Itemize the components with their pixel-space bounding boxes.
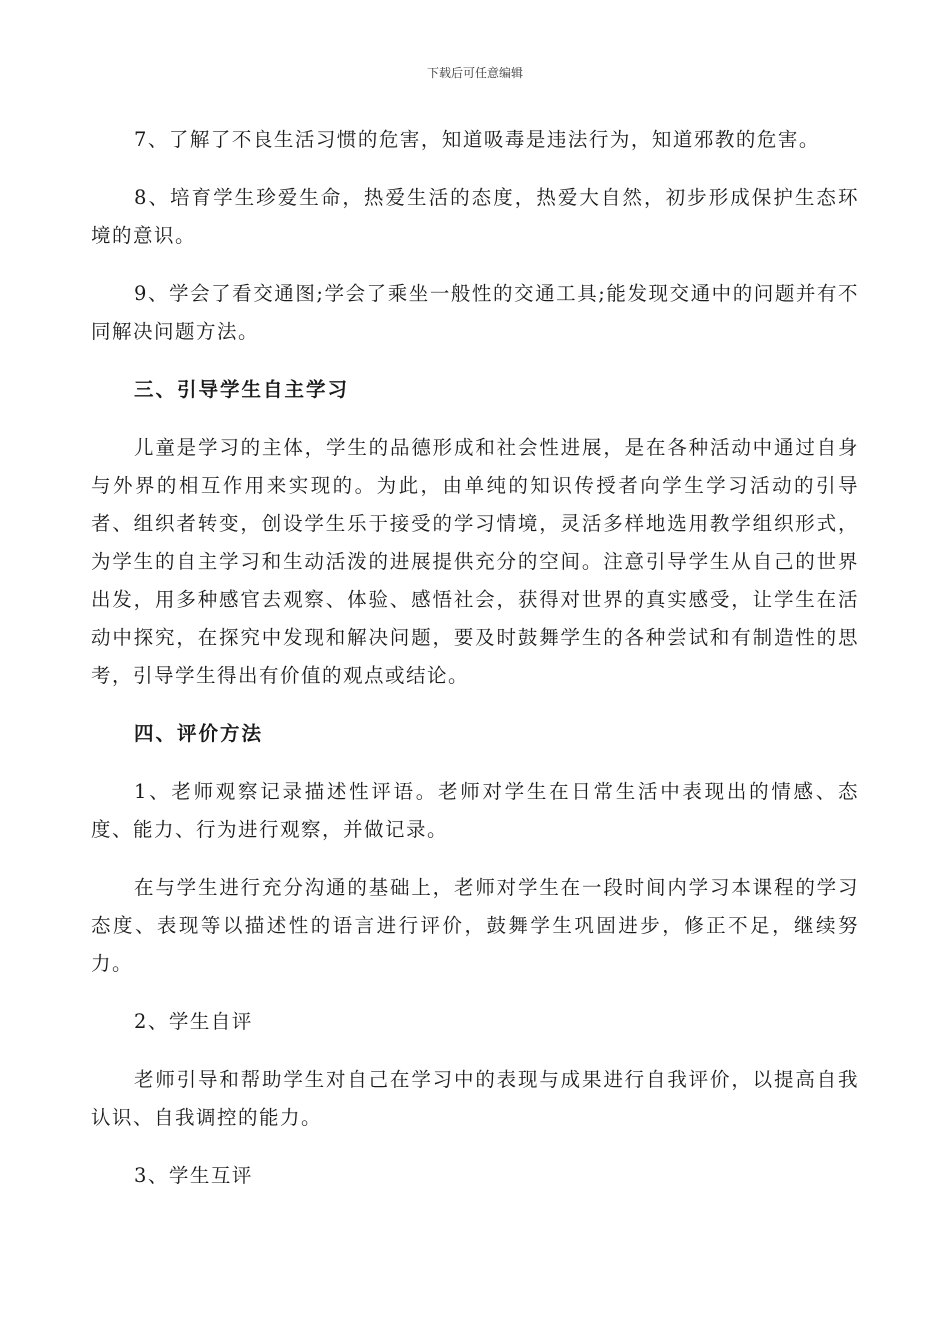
list-item-8: 8、培育学生珍爱生命，热爱生活的态度，热爱大自然，初步形成保护生态环境的意识。: [91, 186, 859, 247]
evaluation-item-1: 1、老师观察记录描述性评语。老师对学生在日常生活中表现出的情感、态度、能力、行为进行观察，并做记录。: [91, 780, 859, 841]
section-heading-4: 四、评价方法: [134, 722, 264, 745]
page-header: 下载后可任意编辑: [426, 66, 523, 80]
section-heading-3: 三、引导学生自主学习: [134, 378, 350, 401]
list-item-9: 9、学会了看交通图;学会了乘坐一般性的交通工具;能发现交通中的问题并有不同解决问题方法。: [91, 282, 859, 343]
evaluation-item-1-detail: 在与学生进行充分沟通的基础上，老师对学生在一段时间内学习本课程的学习态度、表现等以描述性的语言进行评价，鼓舞学生巩固进步，修正不足，继续努力。: [91, 876, 859, 975]
evaluation-item-3: 3、学生互评: [134, 1164, 253, 1187]
document-body: [91, 121, 859, 1215]
list-item-7: 7、了解了不良生活习惯的危害，知道吸毒是违法行为，知道邪教的危害。: [134, 128, 820, 151]
evaluation-item-2: 2、学生自评: [134, 1010, 253, 1033]
evaluation-item-2-detail: 老师引导和帮助学生对自己在学习中的表现与成果进行自我评价，以提高自我认识、自我调控的能力。: [91, 1068, 859, 1129]
section-3-paragraph: 儿童是学习的主体，学生的品德形成和社会性进展，是在各种活动中通过自身与外界的相互作用来实现的。为此，由单纯的知识传授者向学生学习活动的引导者、组织者转变，创设学生乐于接受的学习情境，灵活多样地选用教学组织形式，为学生的自主学习和生动活泼的进展提供充分的空间。注意引导学生从自己的世界出发，用多种感官去观察、体验、感悟社会，获得对世界的真实感受，让学生在活动中探究，在探究中发现和解决问题，要及时鼓舞学生的各种尝试和有制造性的思考，引导学生得出有价值的观点或结论。: [91, 436, 859, 687]
